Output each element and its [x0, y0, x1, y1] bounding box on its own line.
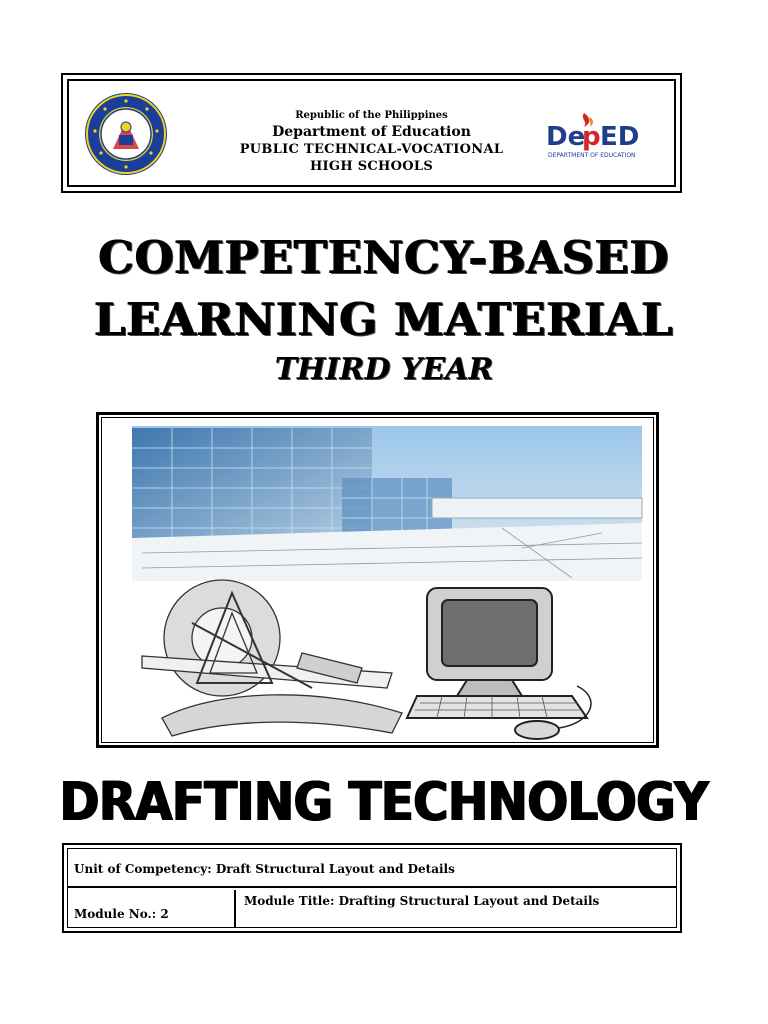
- building-photo-icon: [132, 426, 642, 581]
- title-line-2: LEARNING MATERIAL: [94, 293, 674, 346]
- cover-illustration-frame: [96, 412, 659, 748]
- unit-of-competency-cell: Unit of Competency: Draft Structural Layout and Details: [68, 849, 676, 888]
- module-info-inner: [67, 848, 677, 928]
- svg-text:De: De: [546, 122, 586, 152]
- svg-text:p: p: [582, 122, 601, 152]
- cover-illustration-graphic: [102, 418, 654, 743]
- school-type-line-2: HIGH SCHOOLS: [309, 159, 434, 174]
- computer-icon: [407, 588, 591, 739]
- header-inner: [67, 79, 676, 187]
- school-type-line-1: PUBLIC TECHNICAL-VOCATIONAL: [239, 142, 504, 157]
- cover-illustration: [101, 417, 654, 743]
- department-label: Department of Education: [272, 124, 471, 140]
- svg-text:ED: ED: [600, 122, 640, 152]
- module-title-cell: Module Title: Drafting Structural Layout and Details: [244, 894, 600, 908]
- module-info-table: [62, 843, 682, 933]
- title-line-1: COMPETENCY-BASED: [98, 231, 670, 284]
- deped-logo-icon: [544, 109, 652, 163]
- header-box: [61, 73, 682, 193]
- svg-text:DEPARTMENT OF EDUCATION: DEPARTMENT OF EDUCATION: [548, 152, 636, 159]
- subject-title: DRAFTING TECHNOLOGY: [59, 770, 709, 834]
- module-number-cell: Module No.: 2: [68, 890, 236, 927]
- year-label: THIRD YEAR: [274, 352, 494, 387]
- republic-label: Republic of the Philippines: [295, 110, 448, 121]
- drafting-tools-sketch-icon: [142, 580, 402, 736]
